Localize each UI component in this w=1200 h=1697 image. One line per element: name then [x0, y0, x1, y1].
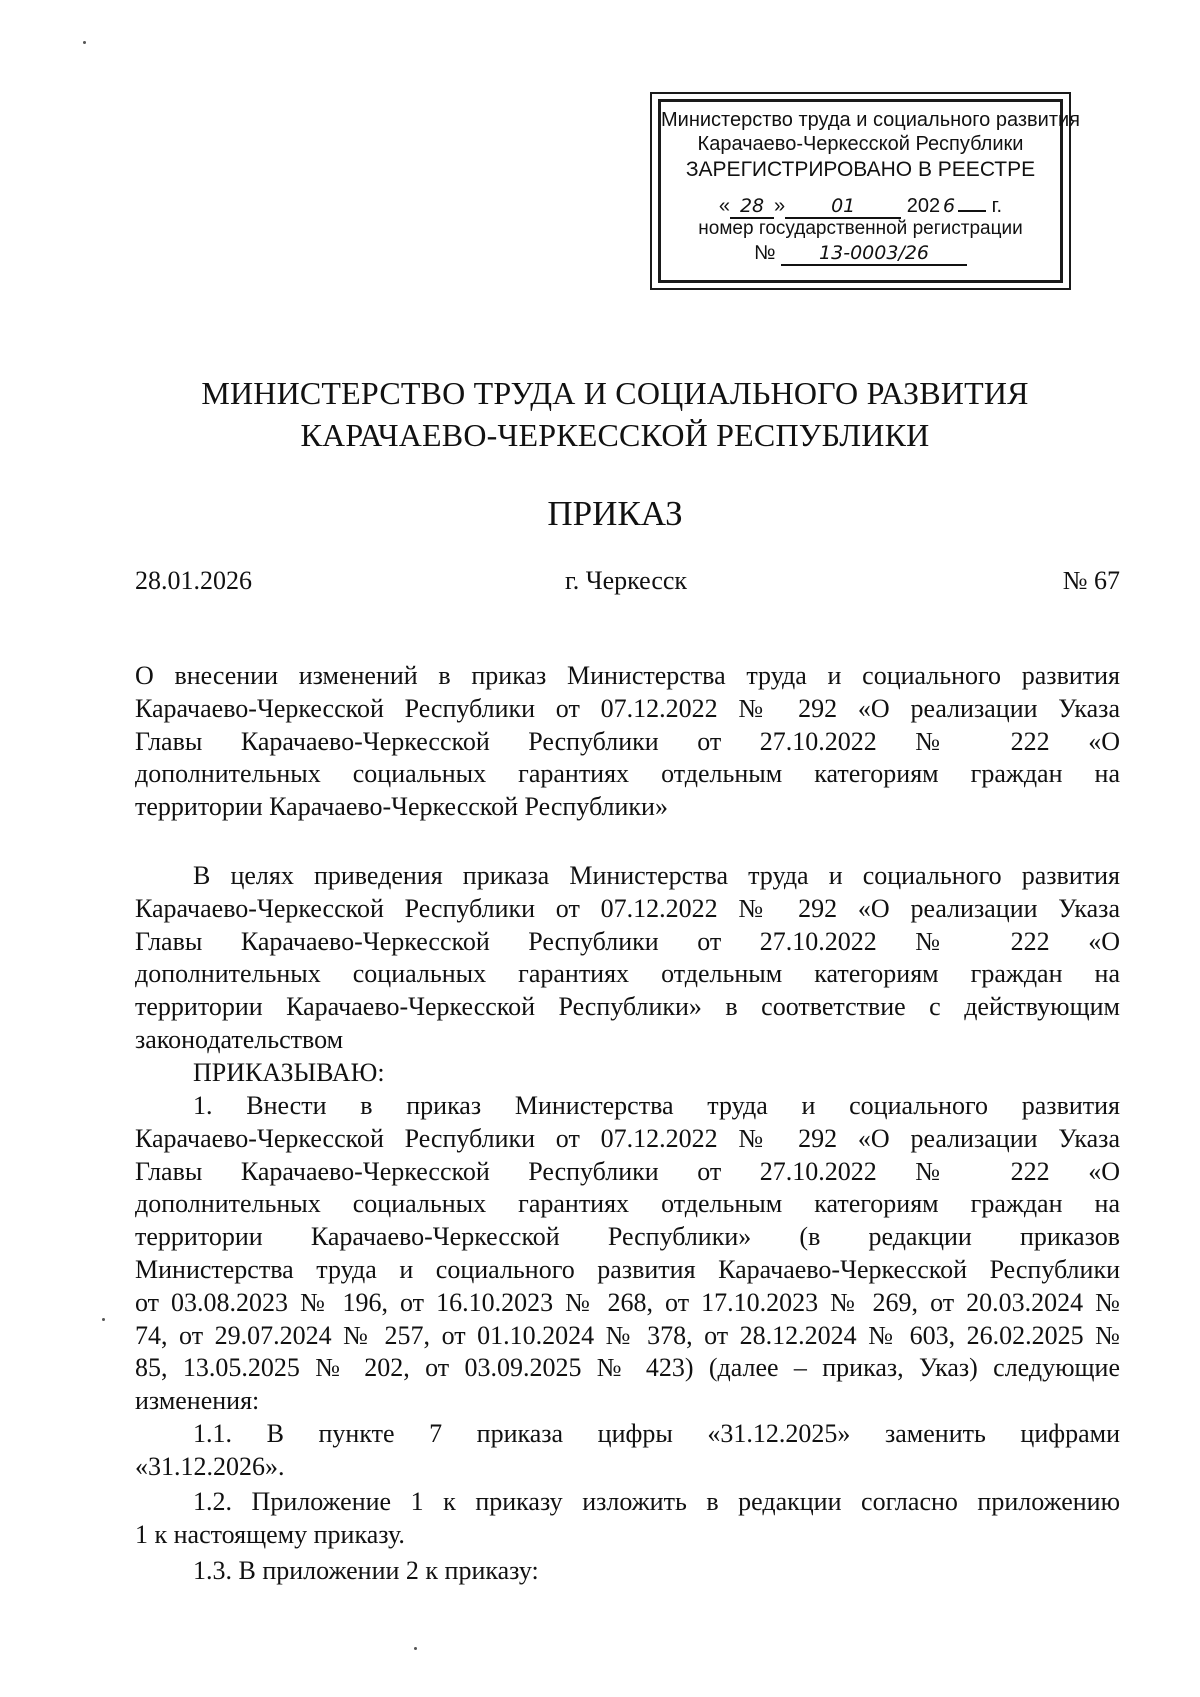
- order-subject-line: О внесении изменений в приказ Министерства труда и социального развития: [135, 661, 1120, 690]
- stamp-republic-line: Карачаево-Черкесской Республики: [697, 133, 1024, 155]
- stamp-month-handwritten: 01: [785, 195, 901, 219]
- order-subject-line: территории Карачаево-Черкесской Республики»: [135, 792, 668, 822]
- stamp-ministry-line: Министерство труда и социального развития: [661, 109, 1080, 131]
- document-city: г. Черкесск: [565, 566, 688, 595]
- ministry-heading: [0, 372, 1200, 456]
- scan-speck: [102, 1318, 105, 1321]
- stamp-open-quote: «: [718, 195, 731, 217]
- preamble-paragraph: [135, 860, 1120, 1090]
- item-1-paragraph: [135, 1090, 1120, 1418]
- stamp-registered-line: ЗАРЕГИСТРИРОВАНО В РЕЕСТРЕ: [685, 158, 1036, 181]
- item-1-line: дополнительных социальных гарантиях отдельным категориям граждан на: [135, 1189, 1120, 1219]
- order-subject-paragraph: [135, 660, 1120, 824]
- stamp-number-label: №: [753, 242, 776, 264]
- item-1-line: Министерства труда и социального развития Карачаево-Черкесской Республики: [135, 1254, 1120, 1284]
- item-1-1-line: 1.1. В пункте 7 приказа цифры «31.12.2025» заменить цифрами: [193, 1419, 1120, 1448]
- preamble-line: законодательством: [135, 1024, 344, 1054]
- item-1-1-paragraph: [135, 1418, 1120, 1484]
- stamp-registration-number-line: [661, 241, 1060, 266]
- ministry-heading-line2: КАРАЧАЕВО-ЧЕРКЕССКОЙ РЕСПУБЛИКИ: [300, 417, 930, 453]
- item-1-2-paragraph: [135, 1486, 1120, 1552]
- ministry-heading-line1: МИНИСТЕРСТВО ТРУДА И СОЦИАЛЬНОГО РАЗВИТИЯ: [201, 375, 1029, 411]
- registration-stamp: [650, 92, 1080, 290]
- scan-speck: [414, 1647, 417, 1650]
- preamble-line: территории Карачаево-Черкесской Республики» в соответствие с действующим: [135, 992, 1120, 1022]
- stamp-year-prefix: 202: [906, 195, 941, 217]
- item-1-line: Главы Карачаево-Черкесской Республики от 27.10.2022 № 222 «О: [135, 1156, 1120, 1186]
- stamp-year-handwritten: 6: [943, 195, 956, 217]
- preamble-line: Главы Карачаево-Черкесской Республики от 27.10.2022 № 222 «О: [135, 926, 1120, 956]
- stamp-close-quote: »: [774, 195, 786, 217]
- preamble-line: В целях приведения приказа Министерства труда и социального развития: [193, 861, 1120, 890]
- scan-speck: [83, 41, 86, 44]
- document-date: 28.01.2026: [135, 566, 252, 595]
- item-1-2-line: 1.2. Приложение 1 к приказу изложить в редакции согласно приложению: [193, 1487, 1120, 1516]
- stamp-registration-number: 13-0003/26: [781, 242, 967, 266]
- item-1-line: от 03.08.2023 № 196, от 16.10.2023 № 268, от 17.10.2023 № 269, от 20.03.2024 №: [135, 1287, 1120, 1317]
- order-subject-line: Карачаево-Черкесской Республики от 07.12.2022 № 292 «О реализации Указа: [135, 693, 1120, 723]
- stamp-year-suffix: г.: [991, 195, 1003, 217]
- stamp-registration-caption: номер государственной регистрации: [698, 218, 1023, 239]
- order-subject-line: дополнительных социальных гарантиях отдельным категориям граждан на: [135, 759, 1120, 789]
- stamp-year-underline: [958, 210, 986, 212]
- item-1-line: 74, от 29.07.2024 № 257, от 01.10.2024 № 378, от 28.12.2024 № 603, 26.02.2025 №: [135, 1320, 1120, 1350]
- preamble-line: Карачаево-Черкесской Республики от 07.12.2022 № 292 «О реализации Указа: [135, 893, 1120, 923]
- item-1-line: 1. Внести в приказ Министерства труда и социального развития: [193, 1091, 1120, 1120]
- order-subject-line: Главы Карачаево-Черкесской Республики от 27.10.2022 № 222 «О: [135, 726, 1120, 756]
- item-1-line: 85, 13.05.2025 № 202, от 03.09.2025 № 423) (далее – приказ, Указ) следующие: [135, 1353, 1120, 1383]
- item-1-3-line: 1.3. В приложении 2 к приказу:: [193, 1556, 539, 1585]
- item-1-1-line: «31.12.2026».: [135, 1451, 285, 1481]
- order-word: ПРИКАЗЫВАЮ:: [193, 1057, 385, 1087]
- registration-stamp-inner: [658, 99, 1080, 283]
- stamp-day-handwritten: 28: [730, 195, 774, 219]
- document-type-title: ПРИКАЗ: [547, 494, 683, 533]
- item-1-line: территории Карачаево-Черкесской Республики» (в редакции приказов: [135, 1222, 1120, 1252]
- stamp-date-line: [661, 194, 1060, 219]
- item-1-3-paragraph: [135, 1555, 1120, 1588]
- document-number: № 67: [1062, 566, 1120, 595]
- item-1-line: изменения:: [135, 1386, 260, 1416]
- item-1-2-line: 1 к настоящему приказу.: [135, 1519, 405, 1549]
- item-1-line: Карачаево-Черкесской Республики от 07.12.2022 № 292 «О реализации Указа: [135, 1123, 1120, 1153]
- document-meta-row: [135, 566, 1120, 602]
- preamble-line: дополнительных социальных гарантиях отдельным категориям граждан на: [135, 959, 1120, 989]
